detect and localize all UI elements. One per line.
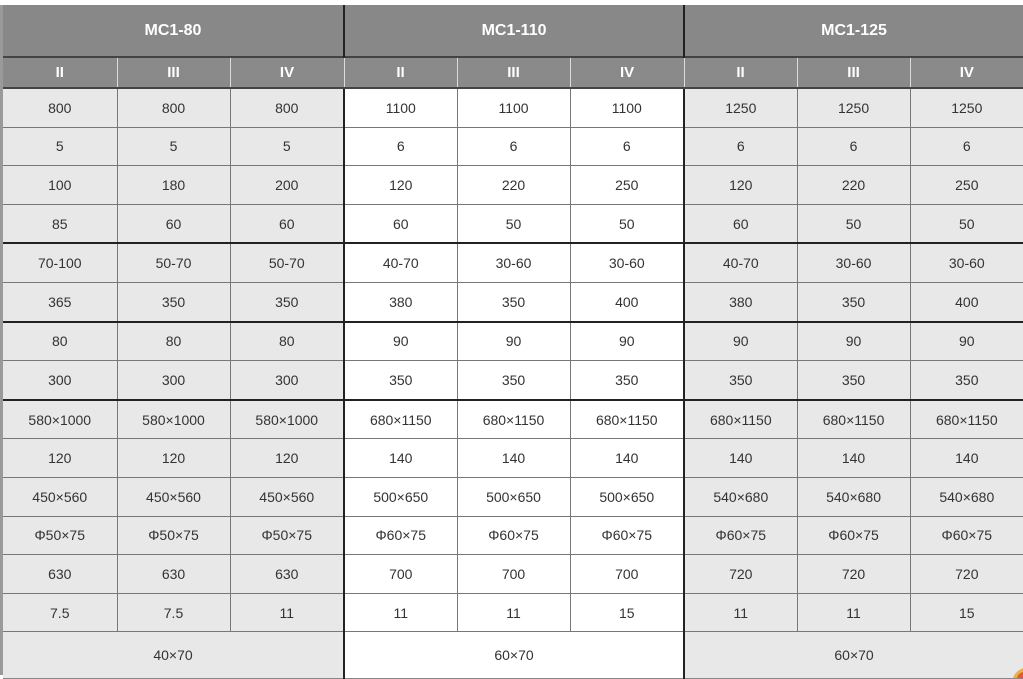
table-row — [3, 361, 1023, 400]
table-cell: Φ50×75 — [230, 516, 344, 555]
variant-header: II — [344, 57, 457, 88]
table-cell: 30-60 — [910, 243, 1023, 282]
table-cell: 6 — [684, 127, 797, 166]
table-cell: 380 — [344, 282, 457, 321]
table-row — [3, 555, 1023, 594]
table-cell: 100 — [3, 166, 117, 205]
table-cell: 80 — [117, 322, 230, 361]
table-cell: 540×680 — [797, 477, 910, 516]
table-cell: 30-60 — [570, 243, 684, 282]
table-cell: 220 — [457, 166, 570, 205]
table-cell: 140 — [570, 439, 684, 478]
table-cell: 720 — [797, 555, 910, 594]
table-row — [3, 516, 1023, 555]
table-cell: 680×1150 — [570, 400, 684, 439]
variant-header: III — [117, 57, 230, 88]
table-cell: 700 — [344, 555, 457, 594]
table-cell: 800 — [117, 88, 230, 127]
table-cell: 60 — [344, 204, 457, 243]
corner-logo-icon — [1009, 664, 1023, 678]
table-cell: 50-70 — [230, 243, 344, 282]
table-cell: Φ50×75 — [117, 516, 230, 555]
table-cell: 50 — [457, 204, 570, 243]
table-cell: 350 — [570, 361, 684, 400]
table-cell: Φ50×75 — [3, 516, 117, 555]
variant-header: II — [684, 57, 797, 88]
table-cell: 300 — [117, 361, 230, 400]
table-cell: 540×680 — [684, 477, 797, 516]
table-cell: 50 — [570, 204, 684, 243]
table-cell: 70-100 — [3, 243, 117, 282]
table-row — [3, 400, 1023, 439]
table-cell: Φ60×75 — [344, 516, 457, 555]
spec-table-body — [3, 88, 1023, 632]
table-row — [3, 282, 1023, 321]
model-header-row — [3, 5, 1023, 57]
table-cell: 120 — [3, 439, 117, 478]
table-cell: 15 — [570, 593, 684, 632]
table-cell: 90 — [684, 322, 797, 361]
table-cell: 6 — [344, 127, 457, 166]
table-cell: 90 — [910, 322, 1023, 361]
table-cell: 5 — [3, 127, 117, 166]
table-row — [3, 243, 1023, 282]
table-cell: 680×1150 — [344, 400, 457, 439]
table-cell: 350 — [457, 361, 570, 400]
variant-header-row — [3, 57, 1023, 88]
variant-header: IV — [910, 57, 1023, 88]
table-cell: 7.5 — [117, 593, 230, 632]
table-cell: 60 — [117, 204, 230, 243]
table-cell: 11 — [684, 593, 797, 632]
table-cell: 6 — [910, 127, 1023, 166]
table-cell: 630 — [230, 555, 344, 594]
table-row — [3, 88, 1023, 127]
footer-cell: 60×70 — [684, 632, 1023, 679]
table-cell: 90 — [797, 322, 910, 361]
table-cell: 720 — [910, 555, 1023, 594]
table-cell: 350 — [344, 361, 457, 400]
table-cell: 120 — [344, 166, 457, 205]
table-cell: 5 — [230, 127, 344, 166]
model-header: MC1-80 — [3, 5, 344, 57]
table-cell: 60 — [230, 204, 344, 243]
table-row — [3, 322, 1023, 361]
table-cell: 5 — [117, 127, 230, 166]
table-cell: 40-70 — [684, 243, 797, 282]
table-cell: 700 — [570, 555, 684, 594]
table-cell: 350 — [797, 361, 910, 400]
variant-header: III — [797, 57, 910, 88]
footer-cell: 60×70 — [344, 632, 684, 679]
table-cell: 1100 — [570, 88, 684, 127]
table-cell: 350 — [910, 361, 1023, 400]
table-cell: Φ60×75 — [910, 516, 1023, 555]
table-cell: 800 — [230, 88, 344, 127]
table-cell: 450×560 — [117, 477, 230, 516]
table-row — [3, 477, 1023, 516]
table-cell: 800 — [3, 88, 117, 127]
table-cell: 450×560 — [230, 477, 344, 516]
table-cell: 250 — [910, 166, 1023, 205]
table-cell: 720 — [684, 555, 797, 594]
table-cell: 7.5 — [3, 593, 117, 632]
table-cell: 30-60 — [457, 243, 570, 282]
table-cell: 450×560 — [3, 477, 117, 516]
table-cell: 365 — [3, 282, 117, 321]
table-cell: 380 — [684, 282, 797, 321]
table-cell: Φ60×75 — [570, 516, 684, 555]
table-row — [3, 166, 1023, 205]
table-cell: 6 — [797, 127, 910, 166]
table-cell: 400 — [910, 282, 1023, 321]
table-cell: 680×1150 — [910, 400, 1023, 439]
table-cell: 700 — [457, 555, 570, 594]
table-cell: 680×1150 — [457, 400, 570, 439]
table-cell: 1100 — [457, 88, 570, 127]
table-cell: 90 — [570, 322, 684, 361]
table-cell: 350 — [684, 361, 797, 400]
table-cell: 50-70 — [117, 243, 230, 282]
table-cell: 60 — [684, 204, 797, 243]
table-cell: 250 — [570, 166, 684, 205]
table-cell: 580×1000 — [230, 400, 344, 439]
table-cell: 11 — [797, 593, 910, 632]
table-cell: 1250 — [797, 88, 910, 127]
table-cell: 630 — [117, 555, 230, 594]
table-cell: 680×1150 — [797, 400, 910, 439]
table-cell: 90 — [457, 322, 570, 361]
table-cell: 1100 — [344, 88, 457, 127]
table-cell: 500×650 — [344, 477, 457, 516]
footer-cell: 40×70 — [3, 632, 344, 679]
variant-header: IV — [230, 57, 344, 88]
table-cell: 11 — [344, 593, 457, 632]
table-cell: 580×1000 — [117, 400, 230, 439]
table-cell: 350 — [230, 282, 344, 321]
table-cell: 140 — [910, 439, 1023, 478]
table-cell: 11 — [230, 593, 344, 632]
table-row — [3, 204, 1023, 243]
spec-table — [3, 5, 1023, 679]
table-cell: 140 — [457, 439, 570, 478]
table-cell: 680×1150 — [684, 400, 797, 439]
table-row — [3, 593, 1023, 632]
table-cell: 120 — [117, 439, 230, 478]
table-cell: 80 — [230, 322, 344, 361]
table-cell: 500×650 — [457, 477, 570, 516]
table-cell: 1250 — [684, 88, 797, 127]
table-cell: 500×650 — [570, 477, 684, 516]
table-cell: 90 — [344, 322, 457, 361]
table-cell: 6 — [570, 127, 684, 166]
table-cell: 30-60 — [797, 243, 910, 282]
table-cell: 300 — [230, 361, 344, 400]
table-cell: 400 — [570, 282, 684, 321]
table-cell: 40-70 — [344, 243, 457, 282]
table-cell: 80 — [3, 322, 117, 361]
table-cell: 140 — [684, 439, 797, 478]
table-cell: 180 — [117, 166, 230, 205]
table-cell: 630 — [3, 555, 117, 594]
variant-header: III — [457, 57, 570, 88]
table-cell: 15 — [910, 593, 1023, 632]
table-cell: 120 — [684, 166, 797, 205]
table-cell: Φ60×75 — [684, 516, 797, 555]
table-cell: 140 — [344, 439, 457, 478]
model-header: MC1-125 — [684, 5, 1023, 57]
table-row — [3, 127, 1023, 166]
table-cell: 350 — [797, 282, 910, 321]
table-cell: 540×680 — [910, 477, 1023, 516]
table-cell: 85 — [3, 204, 117, 243]
table-cell: 580×1000 — [3, 400, 117, 439]
table-cell: 220 — [797, 166, 910, 205]
table-cell: 1250 — [910, 88, 1023, 127]
table-cell: 350 — [117, 282, 230, 321]
table-cell: 50 — [797, 204, 910, 243]
variant-header: II — [3, 57, 117, 88]
table-cell: 11 — [457, 593, 570, 632]
table-cell: Φ60×75 — [797, 516, 910, 555]
table-cell: 6 — [457, 127, 570, 166]
table-cell: 200 — [230, 166, 344, 205]
table-cell: Φ60×75 — [457, 516, 570, 555]
model-header: MC1-110 — [344, 5, 684, 57]
footer-row — [3, 632, 1023, 679]
table-cell: 120 — [230, 439, 344, 478]
table-cell: 140 — [797, 439, 910, 478]
table-cell: 350 — [457, 282, 570, 321]
table-row — [3, 439, 1023, 478]
table-cell: 300 — [3, 361, 117, 400]
table-cell: 50 — [910, 204, 1023, 243]
variant-header: IV — [570, 57, 684, 88]
